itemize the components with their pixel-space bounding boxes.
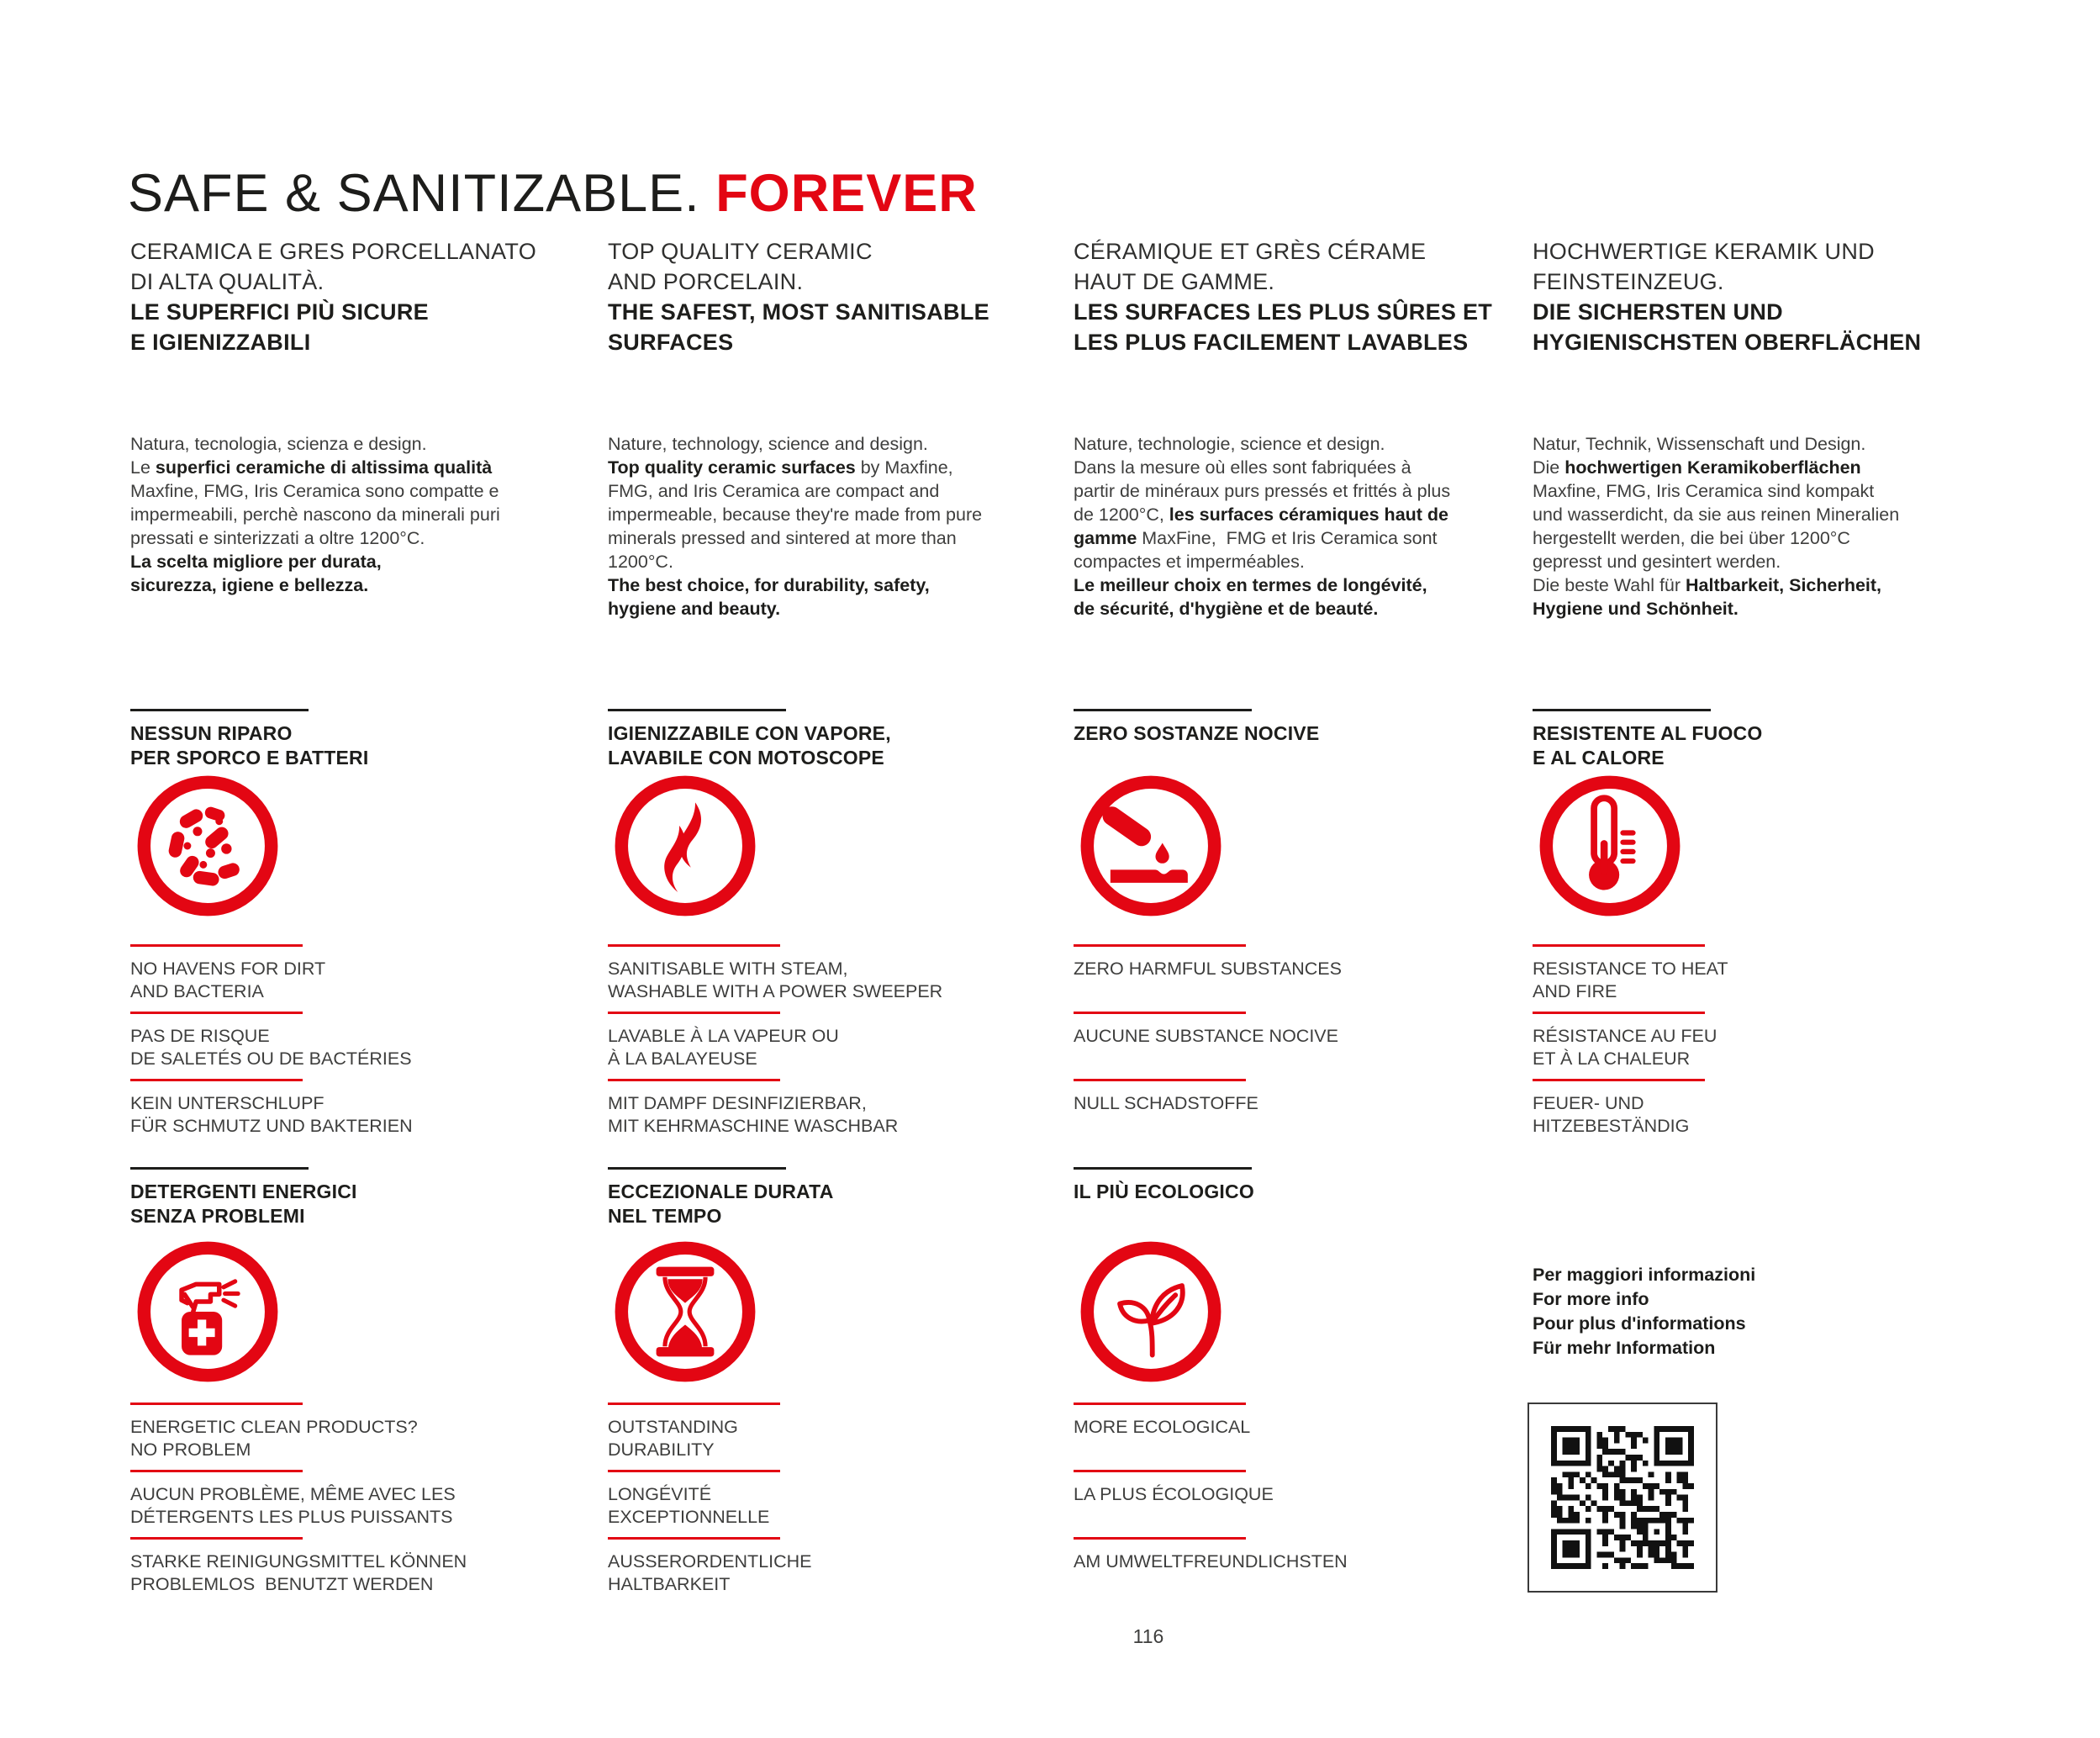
- divider: [1074, 1079, 1246, 1081]
- divider: [130, 1012, 303, 1014]
- divider: [608, 709, 786, 711]
- feature-title: DETERGENTI ENERGICI SENZA PROBLEMI: [130, 1181, 357, 1227]
- more-info-text: Per maggiori informazioni For more info Pour plus d'informations Für mehr Information: [1533, 1265, 1756, 1358]
- label-en: OUTSTANDING DURABILITY: [608, 1403, 1066, 1470]
- feature-more-ecological: [1074, 1167, 1532, 1572]
- divider: [130, 709, 309, 711]
- page-title: [128, 163, 978, 224]
- spray-bottle-icon: [135, 1239, 280, 1384]
- label-de: AUSSERORDENTLICHE HALTBARKEIT: [608, 1537, 1066, 1604]
- feature-outstanding-durability: [608, 1167, 1066, 1594]
- divider: [1074, 1403, 1246, 1405]
- divider: [1074, 944, 1246, 947]
- feature-zero-harmful-substances: [1074, 709, 1532, 1113]
- label-de: STARKE REINIGUNGSMITTEL KÖNNEN PROBLEMLOS BENUTZT WERDEN: [130, 1537, 588, 1604]
- feature-title: RESISTENTE AL FUOCO E AL CALORE: [1533, 722, 1763, 769]
- intro-header-bold: DIE SICHERSTEN UND HYGIENISCHSTEN OBERFLÄCHEN: [1533, 299, 1922, 355]
- divider: [1074, 1012, 1246, 1014]
- divider: [130, 1167, 309, 1170]
- feature-no-havens-for-bacteria: [130, 709, 588, 1136]
- label-fr: PAS DE RISQUE DE SALETÉS OU DE BACTÉRIES: [130, 1012, 588, 1079]
- feature-strong-detergents-ok: [130, 1167, 588, 1594]
- intro-header-bold: LE SUPERFICI PIÙ SICURE E IGIENIZZABILI: [130, 299, 429, 355]
- label-en: MORE ECOLOGICAL: [1074, 1403, 1532, 1470]
- feature-labels: [1533, 944, 1991, 1146]
- intro-header: [1074, 236, 1492, 357]
- label-de: KEIN UNTERSCHLUPF FÜR SCHMUTZ UND BAKTERIEN: [130, 1079, 588, 1146]
- intro-header: [1533, 236, 1921, 357]
- divider: [1533, 944, 1705, 947]
- intro-header-regular: CERAMICA E GRES PORCELLANATO DI ALTA QUALITÀ.: [130, 239, 537, 294]
- feature-title: ECCEZIONALE DURATA NEL TEMPO: [608, 1181, 834, 1227]
- label-de: MIT DAMPF DESINFIZIERBAR, MIT KEHRMASCHINE WASCHBAR: [608, 1079, 1066, 1146]
- intro-header-regular: TOP QUALITY CERAMIC AND PORCELAIN.: [608, 239, 873, 294]
- label-fr: RÉSISTANCE AU FEU ET À LA CHALEUR: [1533, 1012, 1991, 1079]
- label-fr: AUCUNE SUBSTANCE NOCIVE: [1074, 1012, 1532, 1079]
- intro-body: Nature, technologie, science et design. Dans la mesure où elles sont fabriquées à partir de minéraux purs pressés et frittés à plus de 1200°C, les surfaces céramiques haut de gamme MaxFine, FMG et Iris Ceramica sont compactes et imperméables. Le meilleur choix en termes de longévité, de sécurité, d'hygiène et de beauté.: [1074, 433, 1451, 619]
- divider: [130, 1537, 303, 1540]
- intro-header-regular: CÉRAMIQUE ET GRÈS CÉRAME HAUT DE GAMME.: [1074, 239, 1427, 294]
- feature-title: ZERO SOSTANZE NOCIVE: [1074, 722, 1320, 744]
- label-de: AM UMWELTFREUNDLICHSTEN: [1074, 1537, 1532, 1604]
- divider: [1074, 709, 1252, 711]
- divider: [130, 1079, 303, 1081]
- feature-labels: [130, 1403, 588, 1604]
- bacteria-icon: [135, 774, 280, 918]
- label-en: RESISTANCE TO HEAT AND FIRE: [1533, 944, 1991, 1012]
- steam-icon: [613, 774, 757, 918]
- plant-sprout-icon: [1079, 1239, 1223, 1384]
- label-fr: AUCUN PROBLÈME, MÊME AVEC LES DÉTERGENTS LES PLUS PUISSANTS: [130, 1470, 588, 1537]
- label-en: SANITISABLE WITH STEAM, WASHABLE WITH A POWER SWEEPER: [608, 944, 1066, 1012]
- divider: [130, 1470, 303, 1472]
- hourglass-icon: [613, 1239, 757, 1384]
- feature-labels: [130, 944, 588, 1146]
- divider: [1533, 1079, 1705, 1081]
- feature-labels: [1074, 1403, 1532, 1604]
- intro-header: [608, 236, 989, 357]
- label-en: ENERGETIC CLEAN PRODUCTS? NO PROBLEM: [130, 1403, 588, 1470]
- page-number: 116: [1132, 1625, 1164, 1647]
- more-info-block: [1533, 1263, 2003, 1360]
- divider: [1533, 1012, 1705, 1014]
- page-title-red: FOREVER: [715, 164, 978, 224]
- divider: [608, 1079, 780, 1081]
- page-title-black: SAFE & SANITIZABLE.: [128, 164, 716, 224]
- feature-labels: [608, 1403, 1066, 1604]
- divider: [1533, 709, 1711, 711]
- feature-title: IGIENIZZABILE CON VAPORE, LAVABILE CON MOTOSCOPE: [608, 722, 891, 769]
- feature-steam-sanitisable: [608, 709, 1066, 1136]
- label-fr: LA PLUS ÉCOLOGIQUE: [1074, 1470, 1532, 1537]
- corrosive-test-tube-icon: [1079, 774, 1223, 918]
- divider: [608, 1012, 780, 1014]
- divider: [1074, 1167, 1252, 1170]
- intro-header-regular: HOCHWERTIGE KERAMIK UND FEINSTEINZEUG.: [1533, 239, 1875, 294]
- feature-heat-fire-resistance: [1533, 709, 1991, 1136]
- divider: [608, 1470, 780, 1472]
- divider: [130, 944, 303, 947]
- intro-body: Natur, Technik, Wissenschaft und Design. Die hochwertigen Keramikoberflächen Maxfine, FMG, Iris Ceramica sind kompakt und wasserdicht, da sie aus reinen Mineralien hergestellt werden, die bei über 1200°C gepresst und gesintert werden. Die beste Wahl für Haltbarkeit, Sicherheit, Hygiene und Schönheit.: [1533, 433, 1900, 619]
- feature-labels: [1074, 944, 1532, 1146]
- label-en: NO HAVENS FOR DIRT AND BACTERIA: [130, 944, 588, 1012]
- feature-title: NESSUN RIPARO PER SPORCO E BATTERI: [130, 722, 369, 769]
- divider: [608, 1403, 780, 1405]
- qr-code-frame: [1528, 1403, 1717, 1593]
- intro-header-bold: THE SAFEST, MOST SANITISABLE SURFACES: [608, 299, 989, 355]
- label-fr: LONGÉVITÉ EXCEPTIONNELLE: [608, 1470, 1066, 1537]
- qr-code: [1551, 1426, 1694, 1569]
- divider: [1074, 1470, 1246, 1472]
- intro-body: Nature, technology, science and design. Top quality ceramic surfaces by Maxfine, FMG, and Iris Ceramica are compact and impermeable, because they're made from pure minerals pressed and sintered at more than 1200°C. The best choice, for durability, safety, hygiene and beauty.: [608, 433, 983, 619]
- divider: [1074, 1537, 1246, 1540]
- divider: [608, 944, 780, 947]
- feature-title: IL PIÙ ECOLOGICO: [1074, 1181, 1254, 1202]
- label-fr: LAVABLE À LA VAPEUR OU À LA BALAYEUSE: [608, 1012, 1066, 1079]
- label-en: ZERO HARMFUL SUBSTANCES: [1074, 944, 1532, 1012]
- divider: [608, 1537, 780, 1540]
- divider: [130, 1403, 303, 1405]
- intro-body: Natura, tecnologia, scienza e design. Le superfici ceramiche di altissima qualità Maxfine, FMG, Iris Ceramica sono compatte e impermeabili, perchè nascono da minerali puri pressati e sinterizzati a oltre 1200°C. La scelta migliore per durata, sicurezza, igiene e bellezza.: [130, 433, 500, 595]
- thermometer-icon: [1538, 774, 1682, 918]
- feature-labels: [608, 944, 1066, 1146]
- label-de: NULL SCHADSTOFFE: [1074, 1079, 1532, 1146]
- intro-header: [130, 236, 536, 357]
- intro-header-bold: LES SURFACES LES PLUS SÛRES ET LES PLUS FACILEMENT LAVABLES: [1074, 299, 1493, 355]
- divider: [608, 1167, 786, 1170]
- label-de: FEUER- UND HITZEBESTÄNDIG: [1533, 1079, 1991, 1146]
